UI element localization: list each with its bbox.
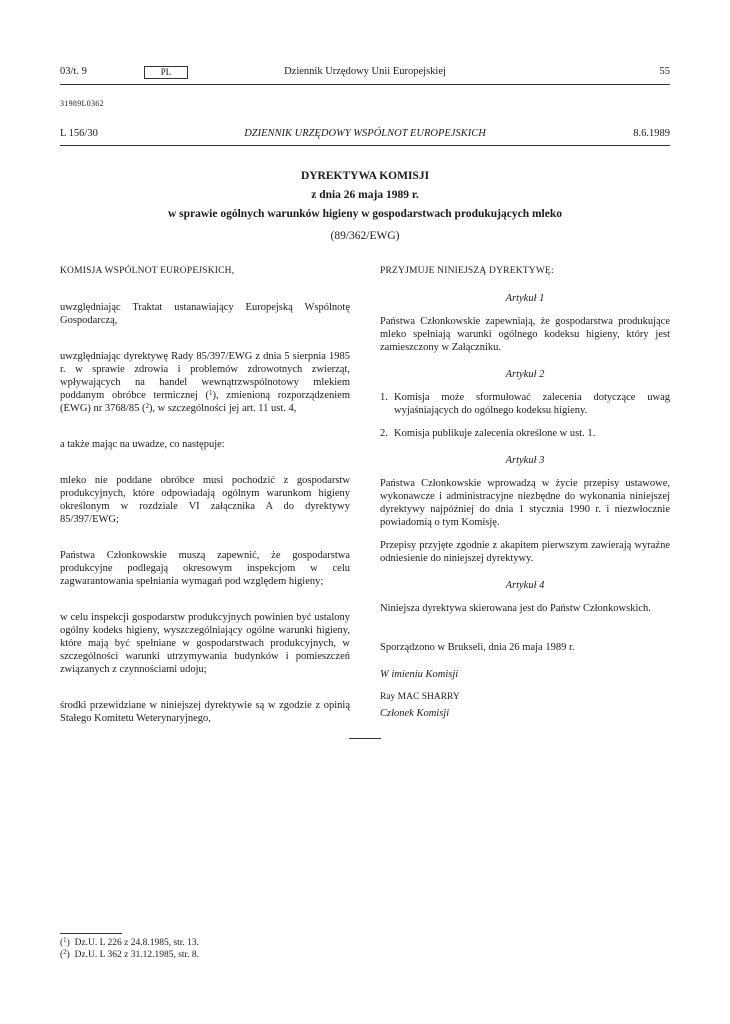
article-1-title: Artykuł 1 [505, 293, 545, 304]
page-number: 55 [659, 66, 670, 77]
journal-divider [60, 145, 670, 146]
document-title [60, 167, 670, 224]
article-2-item: 2. Komisja publikuje zalecenia określone w ust. 1. [380, 428, 596, 439]
article-3-text: Państwa Członkowskie wprowadzą w życie przepisy ustawowe, wykonawcze i administracyjne niezbędne do wykonania niniejszej dyrektywy najpóźniej do dnia 1 stycznia 1990 r. i niezwłocznie powiadomią o tym Komisję. [380, 478, 670, 528]
end-divider [349, 738, 381, 739]
top-header [60, 66, 670, 82]
recital-treaty: uwzględniając Traktat ustanawiający Europejską Wspólnotę Gospodarczą, [60, 302, 350, 326]
recital-1: mleko nie poddane obróbce musi pochodzić z gospodarstw produkcyjnych, które odpowiadają ogólnym warunkom higieny określonym w rozdziale VI załącznika A do dyrektywy 85/397/EWG; [60, 475, 350, 525]
footnote-2: ($^2$) Dz.U. L 362 z 31.12.1985, str. 8. [60, 948, 200, 960]
journal-name: DZIENNIK URZĘDOWY WSPÓLNOT EUROPEJSKICH [244, 128, 486, 139]
article-4-text: Niniejsza dyrektywa skierowana jest do Państw Członkowskich. [380, 603, 651, 614]
signature-for: W imieniu Komisji [380, 669, 459, 680]
article-4-title: Artykuł 4 [505, 580, 545, 591]
footnote-1: ($^1$) Dz.U. L 226 z 24.8.1985, str. 13. [60, 936, 200, 948]
footnotes [60, 937, 199, 961]
done-at: Sporządzono w Brukseli, dnia 26 maja 1989 r. [380, 642, 575, 653]
journal-header [60, 128, 670, 144]
left-column [60, 265, 350, 748]
right-column [380, 265, 670, 730]
title-line-1: DYREKTYWA KOMISJI [300, 170, 430, 182]
header-divider [60, 84, 670, 85]
recital-2: Państwa Członkowskie muszą zapewnić, że gospodarstwa produkcyjne podlegają okresowym inspekcjom w celu zagwarantowania spełniania wymagań pod względem higieny; [60, 550, 350, 587]
signature-role: Członek Komisji [380, 708, 450, 719]
reference-code: 31989L0362 [60, 99, 104, 108]
journal-title: Dziennik Urzędowy Unii Europejskiej [284, 66, 446, 77]
article-3-text-2: Przepisy przyjęte zgodnie z akapitem pierwszym zawierają wyraźne odniesienie do niniejszej dyrektywy. [380, 540, 670, 564]
footnote-ref-2: 2 [145, 402, 149, 410]
footnote-ref-1: 1 [208, 389, 213, 397]
language-badge: PL [144, 66, 188, 79]
article-1-text: Państwa Członkowskie zapewniają, że gospodarstwa produkujące mleko spełniają warunki ogólnego kodeksu higieny, który jest zamieszczony w Załączniku. [380, 316, 670, 353]
preamble-heading: KOMISJA WSPÓLNOT EUROPEJSKICH, [60, 266, 235, 276]
issue-date: 8.6.1989 [633, 128, 670, 139]
footnote-divider [60, 933, 122, 934]
article-2-title: Artykuł 2 [505, 369, 545, 380]
title-line-3: w sprawie ogólnych warunków higieny w gospodarstwach produkujących mleko [167, 208, 563, 220]
volume-label: 03/t. 9 [60, 66, 87, 77]
recital-3: w celu inspekcji gospodarstw produkcyjnych powinien być ustalony ogólny kodeks higieny, wyszczególniający ogólne warunki higieny, które mają być spełniane w gospodarstwach produkcyjnych, w szczególności warunki utrzymywania budynków i pomieszczeń związanych z czynnościami udoju; [60, 612, 350, 675]
recital-4: środki przewidziane w niniejszej dyrektywie są w zgodzie z opinią Stałego Komitetu Weterynaryjnego, [60, 700, 350, 724]
recital-intro: a także mając na uwadze, co następuje: [60, 439, 225, 450]
adopts-heading: PRZYJMUJE NINIEJSZĄ DYREKTYWĘ: [380, 266, 554, 276]
article-3-title: Artykuł 3 [505, 455, 545, 466]
title-line-2: z dnia 26 maja 1989 r. [311, 189, 419, 201]
article-2-item: 1. Komisja może sformułować zalecenia dotyczące uwag wyjaśniających do ogólnego kodeksu higieny. [380, 392, 670, 416]
issue-label: L 156/30 [60, 128, 98, 139]
act-number: (89/362/EWG) [330, 230, 400, 242]
signature-name: Ray MAC SHARRY [380, 692, 460, 702]
recital-directive: uwzględniając dyrektywę Rady 85/397/EWG z dnia 5 sierpnia 1985 r. w sprawie zdrowia i problemów zdrowotnych zwierząt, wpływających na handel wewnątrzwspólnotowy mlekiem poddanym obróbce termicznej ($^1$), zmienioną rozporządzeniem (EWG) nr 3768/85 ($^2$), w szczególności jej art. 11 ust. 4, [60, 351, 350, 414]
